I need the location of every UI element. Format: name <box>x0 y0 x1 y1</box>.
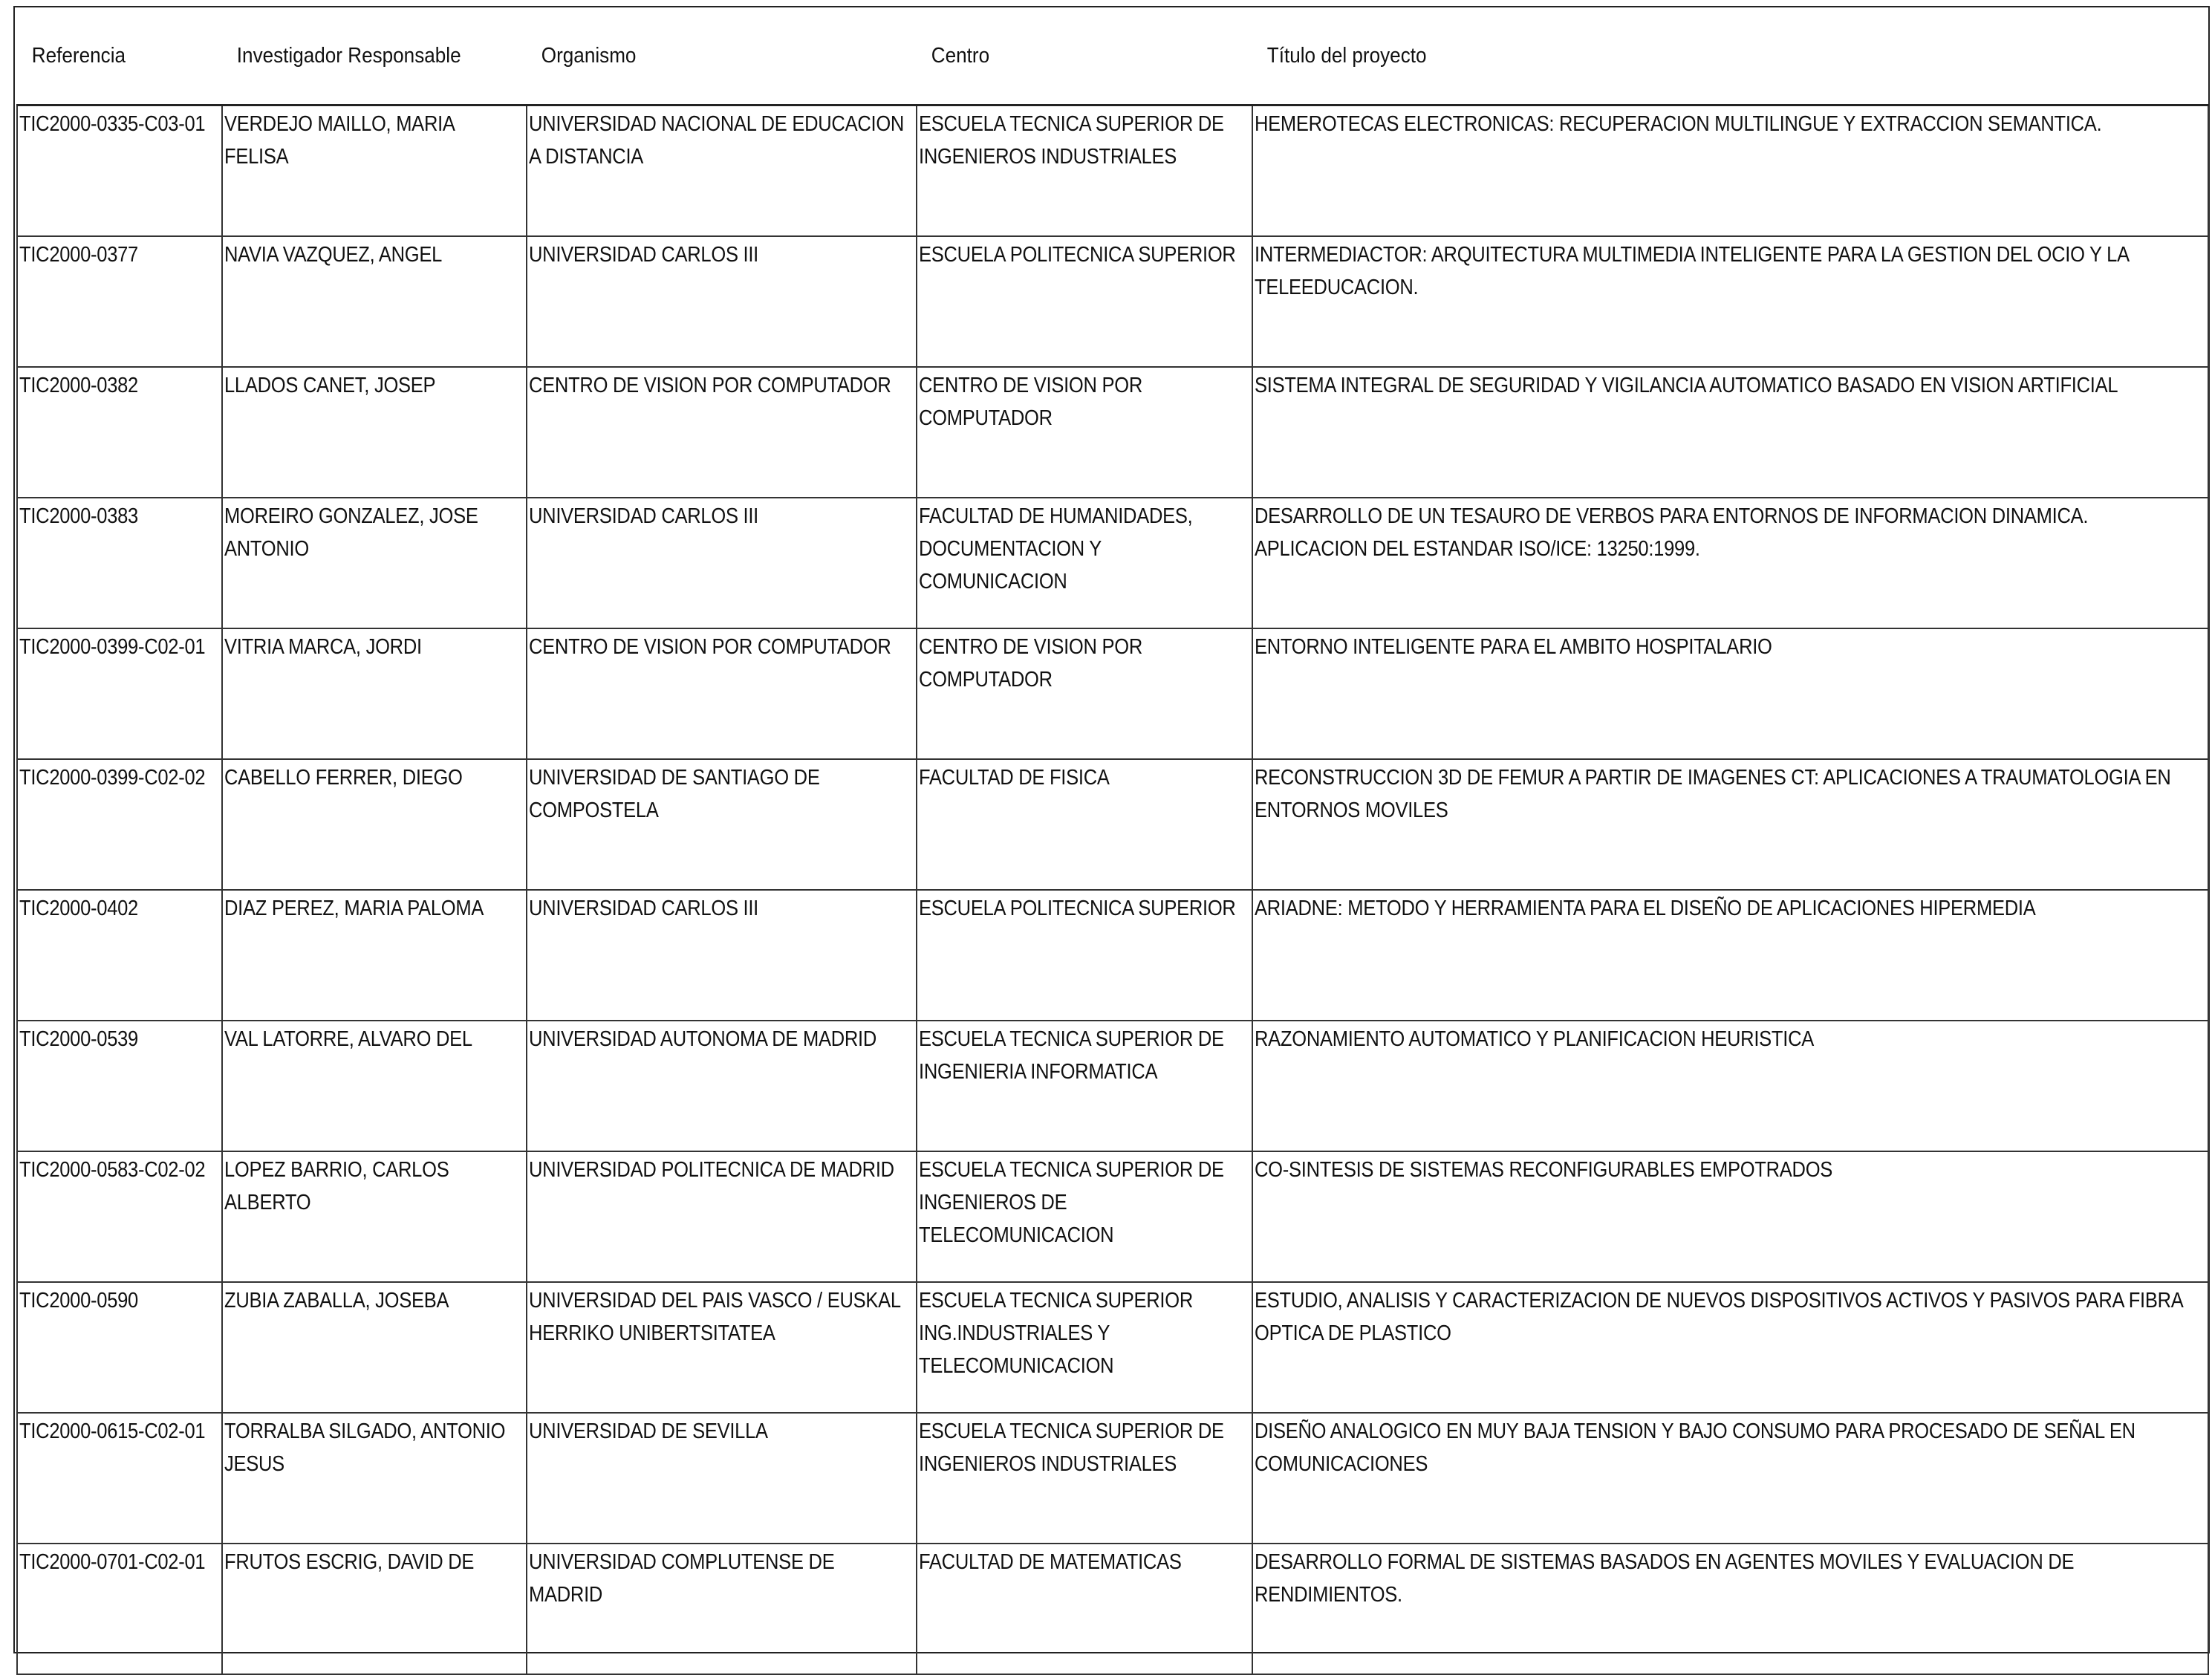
reference-cell-text: TIC2000-0701-C02-01 <box>19 1550 206 1574</box>
center-cell <box>917 498 1252 628</box>
investigator-cell <box>222 1021 527 1151</box>
investigator-cell <box>222 1151 527 1282</box>
organism-cell <box>527 1282 917 1413</box>
organism-cell-text: UNIVERSIDAD NACIONAL DE EDUCACION A DISTANCIA <box>529 112 905 169</box>
title-cell <box>1252 1021 2208 1151</box>
investigator-cell <box>222 759 527 890</box>
investigator-cell-text: LOPEZ BARRIO, CARLOS ALBERTO <box>224 1158 449 1214</box>
title-cell-text: RAZONAMIENTO AUTOMATICO Y PLANIFICACION HEURISTICA <box>1255 1027 1814 1051</box>
center-cell <box>917 1021 1252 1151</box>
organism-cell <box>527 105 917 237</box>
center-cell <box>917 890 1252 1021</box>
title-cell-text: DISEÑO ANALOGICO EN MUY BAJA TENSION Y BAJO CONSUMO PARA PROCESADO DE SEÑAL EN COMUNICACIONES <box>1255 1419 2135 1476</box>
title-cell-text: CO-SINTESIS DE SISTEMAS RECONFIGURABLES EMPOTRADOS <box>1255 1158 1833 1182</box>
center-cell-text: ESCUELA TECNICA SUPERIOR ING.INDUSTRIALES Y TELECOMUNICACION <box>919 1289 1194 1378</box>
reference-cell <box>17 628 222 759</box>
center-cell-text: ESCUELA TECNICA SUPERIOR DE INGENIERIA INFORMATICA <box>919 1027 1224 1084</box>
investigator-cell <box>222 890 527 1021</box>
reference-cell <box>17 498 222 628</box>
header-centro: Centro <box>931 43 990 68</box>
title-cell <box>1252 1151 2208 1282</box>
title-cell-text: SISTEMA INTEGRAL DE SEGURIDAD Y VIGILANCIA AUTOMATICO BASADO EN VISION ARTIFICIAL <box>1255 374 2118 397</box>
header-investigador: Investigador Responsable <box>236 43 461 68</box>
reference-cell <box>17 890 222 1021</box>
table-row <box>17 759 2208 890</box>
header-referencia: Referencia <box>31 43 126 68</box>
investigator-cell-text: DIAZ PEREZ, MARIA PALOMA <box>224 897 484 920</box>
reference-cell <box>17 1282 222 1413</box>
title-cell <box>1252 759 2208 890</box>
center-cell-text: CENTRO DE VISION POR COMPUTADOR <box>919 635 1143 692</box>
center-cell <box>917 1413 1252 1544</box>
table-row <box>17 628 2208 759</box>
organism-cell <box>527 628 917 759</box>
reference-cell-text: TIC2000-0583-C02-02 <box>19 1158 206 1182</box>
reference-cell <box>17 1021 222 1151</box>
organism-cell <box>527 890 917 1021</box>
center-cell <box>917 628 1252 759</box>
organism-cell-text: CENTRO DE VISION POR COMPUTADOR <box>529 374 891 397</box>
center-cell-text: FACULTAD DE MATEMATICAS <box>919 1550 1182 1574</box>
center-cell-text: ESCUELA TECNICA SUPERIOR DE INGENIEROS DE TELECOMUNICACION <box>919 1158 1224 1247</box>
investigator-cell <box>222 498 527 628</box>
organism-cell-text: UNIVERSIDAD CARLOS III <box>529 504 759 528</box>
organism-cell <box>527 367 917 498</box>
reference-cell-text: TIC2000-0383 <box>19 504 138 528</box>
center-cell-text: CENTRO DE VISION POR COMPUTADOR <box>919 374 1143 430</box>
header-organismo: Organismo <box>541 43 637 68</box>
title-cell-text: ENTORNO INTELIGENTE PARA EL AMBITO HOSPITALARIO <box>1255 635 1772 659</box>
organism-cell-text: UNIVERSIDAD CARLOS III <box>529 897 759 920</box>
title-cell <box>1252 367 2208 498</box>
organism-cell-text: UNIVERSIDAD DE SANTIAGO DE COMPOSTELA <box>529 766 820 822</box>
investigator-cell-text: VAL LATORRE, ALVARO DEL <box>224 1027 472 1051</box>
investigator-cell <box>222 1544 527 1674</box>
organism-cell-text: UNIVERSIDAD COMPLUTENSE DE MADRID <box>529 1550 835 1607</box>
reference-cell <box>17 759 222 890</box>
reference-cell-text: TIC2000-0399-C02-01 <box>19 635 206 659</box>
title-cell <box>1252 1282 2208 1413</box>
title-cell <box>1252 105 2208 237</box>
center-cell-text: FACULTAD DE FISICA <box>919 766 1110 790</box>
center-cell <box>917 1282 1252 1413</box>
title-cell <box>1252 890 2208 1021</box>
center-cell <box>917 1544 1252 1674</box>
header-titulo: Título del proyecto <box>1266 43 1427 68</box>
investigator-cell <box>222 1413 527 1544</box>
title-cell-text: DESARROLLO FORMAL DE SISTEMAS BASADOS EN AGENTES MOVILES Y EVALUACION DE RENDIMIENTOS. <box>1255 1550 2075 1607</box>
title-cell-text: ESTUDIO, ANALISIS Y CARACTERIZACION DE NUEVOS DISPOSITIVOS ACTIVOS Y PASIVOS PARA FIBRA OPTICA DE PLASTICO <box>1255 1289 2183 1345</box>
organism-cell <box>527 498 917 628</box>
organism-cell <box>527 759 917 890</box>
organism-cell-text: UNIVERSIDAD AUTONOMA DE MADRID <box>529 1027 877 1051</box>
reference-cell-text: TIC2000-0615-C02-01 <box>19 1419 206 1443</box>
investigator-cell-text: VERDEJO MAILLO, MARIA FELISA <box>224 112 455 169</box>
center-cell <box>917 367 1252 498</box>
title-cell <box>1252 498 2208 628</box>
center-cell-text: ESCUELA POLITECNICA SUPERIOR <box>919 897 1236 920</box>
center-cell-text: ESCUELA POLITECNICA SUPERIOR <box>919 243 1236 267</box>
center-cell <box>917 236 1252 367</box>
investigator-cell-text: CABELLO FERRER, DIEGO <box>224 766 463 790</box>
reference-cell-text: TIC2000-0539 <box>19 1027 138 1051</box>
investigator-cell-text: MOREIRO GONZALEZ, JOSE ANTONIO <box>224 504 478 561</box>
organism-cell <box>527 1544 917 1674</box>
center-cell-text: FACULTAD DE HUMANIDADES, DOCUMENTACION Y COMUNICACION <box>919 504 1193 593</box>
organism-cell-text: CENTRO DE VISION POR COMPUTADOR <box>529 635 891 659</box>
center-cell <box>917 759 1252 890</box>
organism-cell-text: UNIVERSIDAD POLITECNICA DE MADRID <box>529 1158 894 1182</box>
table-row <box>17 498 2208 628</box>
title-cell <box>1252 628 2208 759</box>
organism-cell-text: UNIVERSIDAD DE SEVILLA <box>529 1419 768 1443</box>
investigator-cell-text: NAVIA VAZQUEZ, ANGEL <box>224 243 443 267</box>
reference-cell-text: TIC2000-0335-C03-01 <box>19 112 206 136</box>
organism-cell-text: UNIVERSIDAD CARLOS III <box>529 243 759 267</box>
organism-cell-text: UNIVERSIDAD DEL PAIS VASCO / EUSKAL HERRIKO UNIBERTSITATEA <box>529 1289 900 1345</box>
reference-cell-text: TIC2000-0377 <box>19 243 138 267</box>
table-row <box>17 367 2208 498</box>
investigator-cell-text: VITRIA MARCA, JORDI <box>224 635 422 659</box>
table-row <box>17 1413 2208 1544</box>
center-cell-text: ESCUELA TECNICA SUPERIOR DE INGENIEROS INDUSTRIALES <box>919 1419 1224 1476</box>
organism-cell <box>527 1151 917 1282</box>
title-cell-text: HEMEROTECAS ELECTRONICAS: RECUPERACION MULTILINGUE Y EXTRACCION SEMANTICA. <box>1255 112 2102 136</box>
reference-cell <box>17 1413 222 1544</box>
table-row <box>17 236 2208 367</box>
table-row <box>17 1544 2208 1674</box>
projects-table <box>16 7 2209 1675</box>
investigator-cell-text: TORRALBA SILGADO, ANTONIO JESUS <box>224 1419 506 1476</box>
table-row <box>17 1282 2208 1413</box>
investigator-cell <box>222 367 527 498</box>
reference-cell <box>17 367 222 498</box>
title-cell <box>1252 236 2208 367</box>
center-cell-text: ESCUELA TECNICA SUPERIOR DE INGENIEROS INDUSTRIALES <box>919 112 1224 169</box>
investigator-cell-text: ZUBIA ZABALLA, JOSEBA <box>224 1289 449 1313</box>
table-row <box>17 890 2208 1021</box>
title-cell <box>1252 1544 2208 1674</box>
reference-cell-text: TIC2000-0382 <box>19 374 138 397</box>
reference-cell <box>17 1151 222 1282</box>
center-cell <box>917 105 1252 237</box>
investigator-cell <box>222 105 527 237</box>
table-row <box>17 105 2208 237</box>
reference-cell <box>17 1544 222 1674</box>
table-header-row <box>17 7 2208 105</box>
reference-cell-text: TIC2000-0590 <box>19 1289 138 1313</box>
title-cell <box>1252 1413 2208 1544</box>
investigator-cell <box>222 1282 527 1413</box>
investigator-cell <box>222 628 527 759</box>
organism-cell <box>527 1413 917 1544</box>
title-cell-text: INTERMEDIACTOR: ARQUITECTURA MULTIMEDIA INTELIGENTE PARA LA GESTION DEL OCIO Y LA TELEEDUCACION. <box>1255 243 2129 299</box>
reference-cell-text: TIC2000-0399-C02-02 <box>19 766 206 790</box>
organism-cell <box>527 236 917 367</box>
title-cell-text: RECONSTRUCCION 3D DE FEMUR A PARTIR DE IMAGENES CT: APLICACIONES A TRAUMATOLOGIA EN ENTORNOS MOVILES <box>1255 766 2171 822</box>
title-cell-text: DESARROLLO DE UN TESAURO DE VERBOS PARA ENTORNOS DE INFORMACION DINAMICA. APLICACION DEL ESTANDAR ISO/ICE: 13250:1999. <box>1255 504 2089 561</box>
investigator-cell <box>222 236 527 367</box>
reference-cell <box>17 105 222 237</box>
reference-cell-text: TIC2000-0402 <box>19 897 138 920</box>
reference-cell <box>17 236 222 367</box>
table-row <box>17 1151 2208 1282</box>
table-row <box>17 1021 2208 1151</box>
organism-cell <box>527 1021 917 1151</box>
center-cell <box>917 1151 1252 1282</box>
investigator-cell-text: LLADOS CANET, JOSEP <box>224 374 436 397</box>
title-cell-text: ARIADNE: METODO Y HERRAMIENTA PARA EL DISEÑO DE APLICACIONES HIPERMEDIA <box>1255 897 2036 920</box>
investigator-cell-text: FRUTOS ESCRIG, DAVID DE <box>224 1550 475 1574</box>
